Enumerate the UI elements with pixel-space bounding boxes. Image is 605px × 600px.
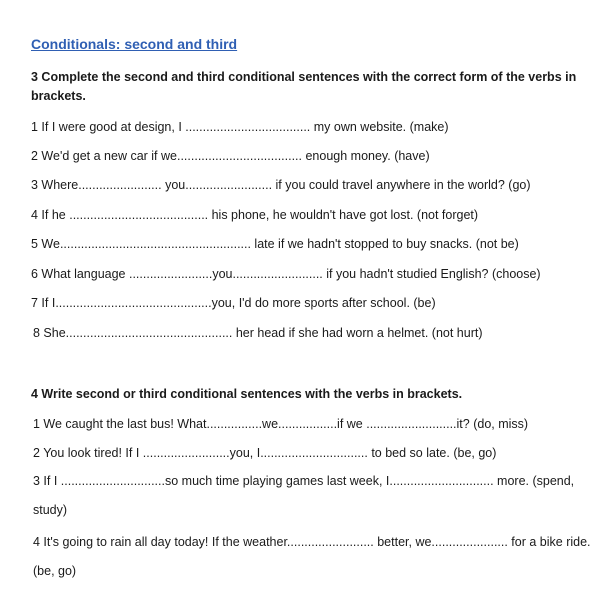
exercise-3-item: 2 We'd get a new car if we.................................... enough money. (have) bbox=[31, 149, 430, 163]
exercise-3-item: 4 If he ........................................ his phone, he wouldn't have got lost. (not forget) bbox=[31, 208, 479, 222]
exercise-3-item: 5 We....................................................... late if we hadn't stopped to buy snacks. (not be) bbox=[31, 237, 519, 251]
exercise-3-item: 8 She................................................ her head if she had worn a helmet. (not hurt) bbox=[33, 326, 483, 340]
exercise-3-item: 7 If I.............................................you, I'd do more sports after school. (be) bbox=[31, 296, 436, 310]
exercise-4-item: 1 We caught the last bus! What................we.................if we ..........................it? (do, miss) bbox=[33, 417, 529, 431]
page-title: Conditionals: second and third bbox=[31, 36, 238, 52]
exercise-3-item: 1 If I were good at design, I .................................... my own website. (make) bbox=[31, 120, 449, 134]
exercise-4-item: 4 It's going to rain all day today! If the weather......................... better, we...................... for a bike ride. (be, go) bbox=[33, 535, 591, 578]
exercise-3-item: 6 What language ........................you.......................... if you hadn't studied English? (choose) bbox=[31, 267, 541, 281]
exercise-4-instructions: 4 Write second or third conditional sentences with the verbs in brackets. bbox=[31, 387, 463, 401]
exercise-3-item: 3 Where........................ you......................... if you could travel anywhere in the world? (go) bbox=[31, 178, 531, 192]
exercise-3-instructions: 3 Complete the second and third conditional sentences with the correct form of the verbs in brackets. bbox=[31, 70, 577, 103]
exercise-4-item: 2 You look tired! If I .........................you, I............................... to bed so late. (be, go) bbox=[33, 446, 497, 460]
exercise-4-item: 3 If I ..............................so much time playing games last week, I.............................. more. (spend, study) bbox=[33, 474, 575, 517]
